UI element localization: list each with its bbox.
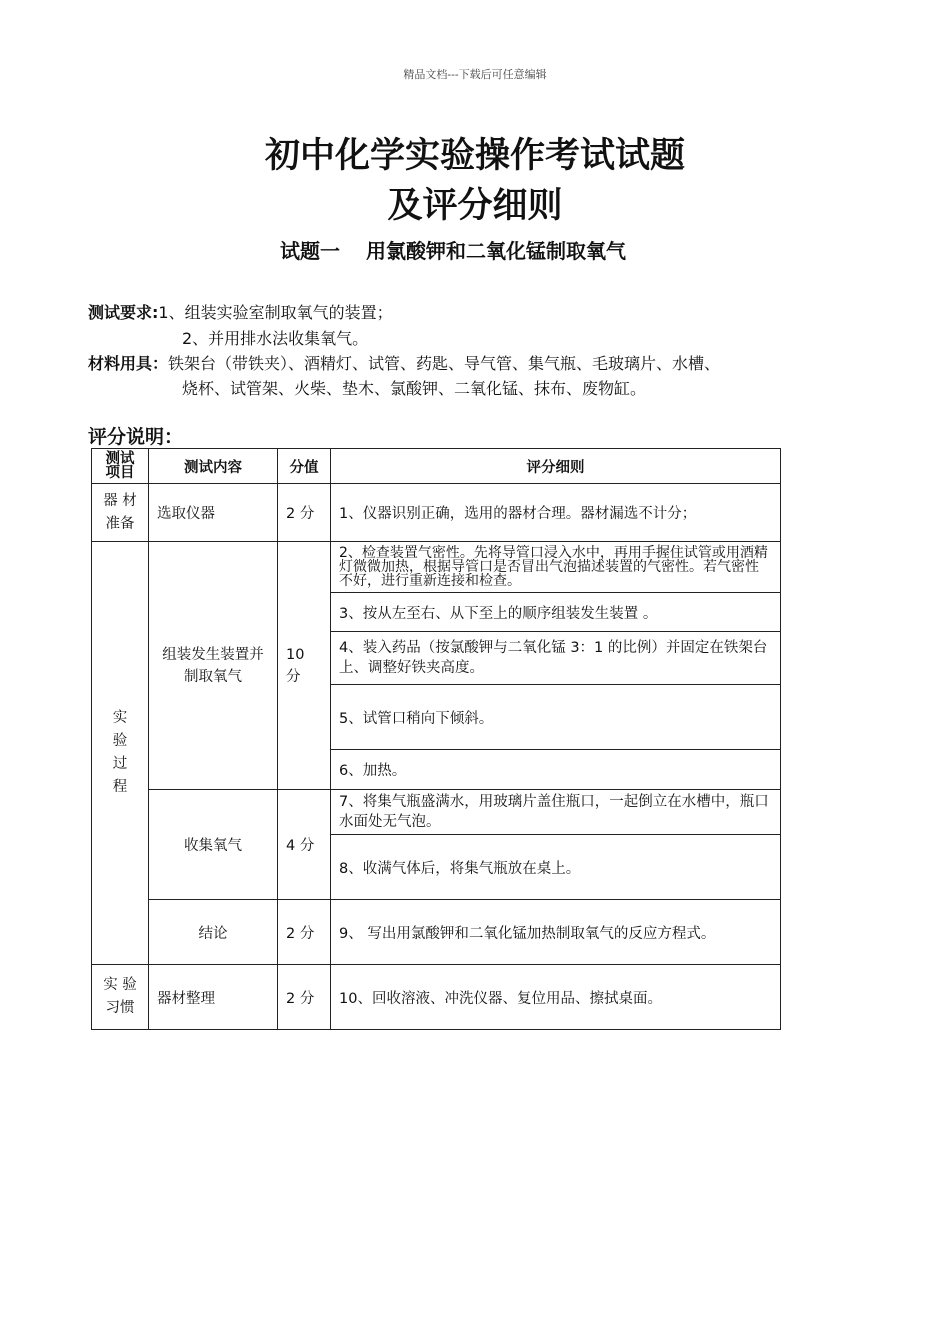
process-char: 实 bbox=[112, 710, 128, 726]
header-item bbox=[92, 449, 149, 484]
page-title-line1: 初中化学实验操作考试试题 bbox=[264, 135, 685, 176]
cell-detail: 4、装入药品（按氯酸钾与二氧化锰 3：1 的比例）并固定在铁架台上、调整好铁夹高度。 bbox=[331, 632, 781, 685]
materials-text-1: 铁架台（带铁夹）、酒精灯、试管、药匙、导气管、集气瓶、毛玻璃片、水槽、 bbox=[168, 354, 721, 373]
process-char: 验 bbox=[112, 733, 128, 749]
cell-detail: 2、检查装置气密性。先将导管口浸入水中，再用手握住试管或用酒精灯微微加热，根据导管口是否冒出气泡描述装置的气密性。若气密性不好，进行重新连接和检查。 bbox=[331, 542, 781, 593]
cell-content: 组装发生装置并制取氧气 bbox=[149, 542, 278, 790]
cell-item: 实 验 习惯 bbox=[92, 965, 149, 1030]
subtitle-text: 用氯酸钾和二氧化锰制取氧气 bbox=[366, 239, 626, 263]
materials-label: 材料用具： bbox=[88, 354, 169, 373]
cell-detail: 10、回收溶液、冲洗仪器、复位用品、擦拭桌面。 bbox=[331, 965, 781, 1030]
cell-content: 收集氧气 bbox=[149, 790, 278, 900]
table-header-row bbox=[92, 449, 781, 484]
table-row bbox=[92, 790, 781, 835]
page-title-line2: 及评分细则 bbox=[387, 185, 563, 226]
header-content: 测试内容 bbox=[149, 449, 278, 484]
scoring-heading: 评分说明： bbox=[88, 426, 184, 448]
cell-score: 2 分 bbox=[278, 900, 331, 965]
table-row bbox=[92, 542, 781, 593]
cell-detail: 1、仪器识别正确，选用的器材合理。器材漏选不计分； bbox=[331, 484, 781, 542]
cell-item: 器 材 准备 bbox=[92, 484, 149, 542]
cell-detail: 6、加热。 bbox=[331, 750, 781, 790]
requirement-item: 1、组装实验室制取氧气的装置； bbox=[158, 303, 393, 322]
table-row bbox=[92, 484, 781, 542]
cell-detail: 9、 写出用氯酸钾和二氧化锰加热制取氧气的反应方程式。 bbox=[331, 900, 781, 965]
requirements-label: 测试要求: bbox=[88, 303, 159, 322]
process-char: 程 bbox=[112, 779, 128, 795]
subtitle-label: 试题一 bbox=[280, 239, 340, 263]
table-row bbox=[92, 900, 781, 965]
header-detail: 评分细则 bbox=[331, 449, 781, 484]
scoring-table bbox=[91, 448, 781, 1030]
cell-score: 2 分 bbox=[278, 965, 331, 1030]
materials-line1 bbox=[88, 351, 720, 374]
cell-detail: 5、试管口稍向下倾斜。 bbox=[331, 685, 781, 750]
exam-subtitle bbox=[280, 235, 626, 264]
cell-content: 结论 bbox=[149, 900, 278, 965]
table-row bbox=[92, 965, 781, 1030]
cell-item-process bbox=[92, 542, 149, 965]
cell-score: 4 分 bbox=[278, 790, 331, 900]
materials-text-2: 烧杯、试管架、火柴、垫木、氯酸钾、二氧化锰、抹布、废物缸。 bbox=[182, 379, 647, 398]
cell-detail: 3、按从左至右、从下至上的顺序组装发生装置 。 bbox=[331, 593, 781, 632]
cell-detail: 8、收满气体后，将集气瓶放在桌上。 bbox=[331, 835, 781, 900]
cell-content: 选取仪器 bbox=[149, 484, 278, 542]
requirements-line1 bbox=[88, 300, 393, 323]
cell-content: 器材整理 bbox=[149, 965, 278, 1030]
requirement-item: 2、并用排水法收集氧气。 bbox=[182, 329, 369, 348]
header-item-line1: 测试 bbox=[105, 451, 135, 467]
header-score: 分值 bbox=[278, 449, 331, 484]
cell-score: 10 分 bbox=[278, 542, 331, 790]
header-watermark: 精品文档---下载后可任意编辑 bbox=[403, 68, 547, 81]
header-item-line2: 项目 bbox=[105, 465, 135, 481]
cell-detail: 7、将集气瓶盛满水，用玻璃片盖住瓶口，一起倒立在水槽中，瓶口水面处无气泡。 bbox=[331, 790, 781, 835]
process-char: 过 bbox=[112, 756, 128, 772]
cell-score: 2 分 bbox=[278, 484, 331, 542]
